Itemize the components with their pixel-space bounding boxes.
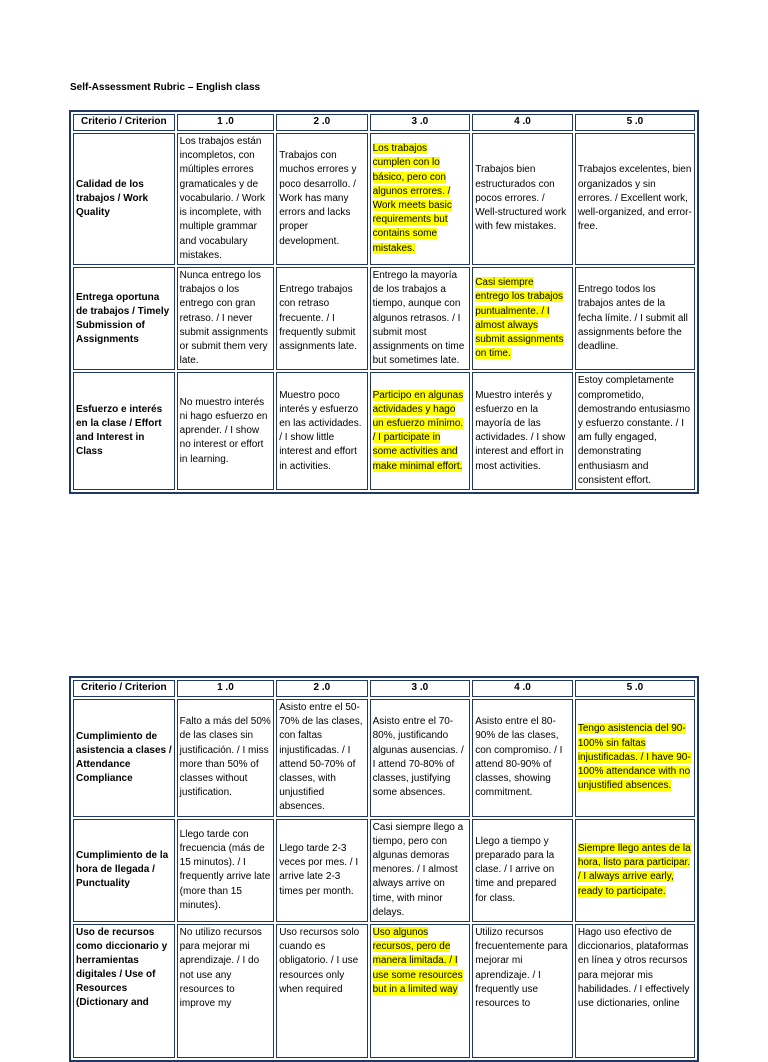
criterion-label: Cumplimiento de asistencia a clases / Attendance Compliance	[76, 730, 172, 784]
descriptor-cell	[575, 133, 695, 265]
header-score-2: 2 .0	[276, 114, 367, 131]
descriptor-text: No muestro interés ni hago esfuerzo en aprender. / I show no interest or effort in learning.	[179, 396, 268, 465]
descriptor-cell	[177, 267, 275, 370]
header-criterion: Criterio / Criterion	[73, 680, 175, 697]
descriptor-cell	[575, 267, 695, 370]
descriptor-cell	[575, 924, 695, 1058]
descriptor-cell	[472, 819, 573, 922]
descriptor-text: Hago uso efectivo de diccionarios, plataformas en línea y otros recursos para mejorar mis habilidades. / I effectively use dictionaries, online	[577, 927, 690, 1010]
descriptor-cell	[472, 924, 573, 1058]
highlighted-descriptor-text: Casi siempre entrego los trabajos puntualmente. / I almost always submit assignments on time.	[475, 277, 564, 360]
descriptor-cell-selected	[575, 699, 695, 817]
header-score-2: 2 .0	[276, 680, 367, 697]
criterion-label: Calidad de los trabajos / Work Quality	[76, 179, 149, 218]
highlighted-descriptor-text: Siempre llego antes de la hora, listo para participar. / I always arrive early, ready to participate.	[577, 842, 691, 897]
descriptor-text: Llego tarde con frecuencia (más de 15 minutos). / I frequently arrive late (more than 15 minutes).	[179, 828, 271, 911]
descriptor-cell-selected	[472, 267, 573, 370]
descriptor-cell	[472, 699, 573, 817]
criterion-cell	[73, 819, 175, 922]
criterion-label: Esfuerzo e interés en la clase / Effort and Interest in Class	[76, 404, 163, 458]
descriptor-cell-selected	[370, 372, 471, 490]
rubric-table-2	[69, 676, 699, 1062]
criterion-cell	[73, 133, 175, 265]
descriptor-text: Trabajos bien estructurados con pocos errores. / Well-structured work with few mistakes.	[475, 164, 567, 233]
descriptor-text: No utilizo recursos para mejorar mi aprendizaje. / I do not use any resources to improve my	[179, 927, 262, 1010]
criterion-cell	[73, 267, 175, 370]
descriptor-cell	[177, 819, 275, 922]
criterion-label: Entrega oportuna de trabajos / Timely Submission of Assignments	[76, 291, 170, 345]
header-score-5: 5 .0	[575, 680, 695, 697]
descriptor-text: Entrego la mayoría de los trabajos a tiempo, aunque con algunos retrasos. / I submit most assignments on time but sometimes late.	[372, 270, 465, 367]
header-criterion: Criterio / Criterion	[73, 114, 175, 131]
table-row	[73, 819, 695, 922]
criterion-label: Uso de recursos como diccionario y herramientas digitales / Use of Resources (Dictionary and	[76, 927, 168, 1009]
descriptor-text: Trabajos con muchos errores y poco desarrollo. / Work has many errors and lacks proper development.	[279, 150, 357, 247]
header-score-5: 5 .0	[575, 114, 695, 131]
descriptor-cell	[276, 819, 367, 922]
criterion-label: Cumplimiento de la hora de llegada / Punctuality	[76, 850, 169, 890]
descriptor-cell	[276, 372, 367, 490]
descriptor-cell	[276, 924, 367, 1058]
table-row	[73, 267, 695, 370]
descriptor-text: Muestro interés y esfuerzo en la mayoría de las actividades. / I show interest and effort in most activities.	[475, 389, 566, 472]
descriptor-cell	[177, 699, 275, 817]
descriptor-text: Estoy completamente comprometido, demostrando entusiasmo y esfuerzo constante. / I am fully engaged, demonstrating enthusiasm and consistent effort.	[577, 375, 691, 486]
descriptor-text: Asisto entre el 70-80%, justificando algunas ausencias. / I attend 70-80% of classes, justifying some absences.	[372, 716, 464, 799]
descriptor-cell-selected	[575, 819, 695, 922]
descriptor-cell	[276, 133, 367, 265]
highlighted-descriptor-text: Uso algunos recursos, pero de manera limitada. / I use some resources but in a limited way	[372, 927, 463, 995]
table-row	[73, 133, 695, 265]
criterion-cell	[73, 699, 175, 817]
descriptor-text: Utilizo recursos frecuentemente para mejorar mi aprendizaje. / I frequently use resources to	[475, 927, 568, 1010]
descriptor-text: Falto a más del 50% de las clases sin justificación. / I miss more than 50% of classes without justification.	[179, 716, 271, 799]
header-score-1: 1 .0	[177, 680, 275, 697]
highlighted-descriptor-text: Participo en algunas actividades y hago un esfuerzo mínimo. / I participate in some activities and make minimal effort.	[372, 389, 464, 472]
descriptor-text: Entrego trabajos con retraso frecuente. / I frequently submit assignments late.	[279, 284, 358, 353]
descriptor-cell	[177, 924, 275, 1058]
descriptor-text: Asisto entre el 50-70% de las clases, con faltas injustificadas. / I attend 50-70% of classes, with unjustified absences.	[279, 702, 363, 813]
descriptor-cell-selected	[370, 133, 471, 265]
descriptor-cell	[177, 133, 275, 265]
descriptor-text: Llego tarde 2-3 veces por mes. / I arrive late 2-3 times per month.	[279, 842, 359, 897]
descriptor-cell	[575, 372, 695, 490]
descriptor-cell	[370, 819, 471, 922]
descriptor-text: Uso recursos solo cuando es obligatorio. / I use resources only when required	[279, 927, 360, 995]
descriptor-cell	[472, 372, 573, 490]
descriptor-cell-selected	[370, 924, 471, 1058]
criterion-cell	[73, 372, 175, 490]
descriptor-text: Casi siempre llego a tiempo, pero con algunas demoras menores. / I almost always arrive on time, with minor delays.	[372, 821, 464, 918]
descriptor-text: Nunca entrego los trabajos o los entrego con gran retraso. / I never submit assignments or submit them very late.	[179, 270, 269, 367]
descriptor-text: Los trabajos están incompletos, con múltiples errores gramaticales y de vocabulario. / Work is incomplete, with multiple grammar and vocabulary mistakes.	[179, 136, 266, 261]
descriptor-cell	[177, 372, 275, 490]
descriptor-text: Llego a tiempo y preparado para la clase. / I arrive on time and prepared for class.	[475, 835, 557, 904]
header-score-3: 3 .0	[370, 114, 471, 131]
header-row	[73, 680, 695, 697]
header-score-4: 4 .0	[472, 114, 573, 131]
descriptor-cell	[370, 267, 471, 370]
header-score-3: 3 .0	[370, 680, 471, 697]
header-row	[73, 114, 695, 131]
header-score-1: 1 .0	[177, 114, 275, 131]
table-row	[73, 924, 695, 1058]
rubric-table-1	[69, 110, 699, 494]
descriptor-text: Entrego todos los trabajos antes de la fecha límite. / I submit all assignments before the deadline.	[577, 284, 688, 353]
descriptor-cell	[370, 699, 471, 817]
document-title: Self-Assessment Rubric – English class	[70, 82, 261, 93]
descriptor-text: Muestro poco interés y esfuerzo en las actividades. / I show little interest and effort in activities.	[279, 389, 362, 472]
table-row	[73, 372, 695, 490]
descriptor-text: Asisto entre el 80-90% de las clases, con compromiso. / I attend 80-90% of classes, showing commitment.	[475, 716, 563, 799]
descriptor-text: Trabajos excelentes, bien organizados y sin errores. / Excellent work, well-organized, and error-free.	[577, 164, 692, 233]
descriptor-cell	[276, 267, 367, 370]
descriptor-cell	[472, 133, 573, 265]
table-row	[73, 699, 695, 817]
highlighted-descriptor-text: Tengo asistencia del 90-100% sin faltas injustificadas. / I have 90-100% attendance with no unjustified absences.	[577, 723, 691, 792]
descriptor-cell	[276, 699, 367, 817]
highlighted-descriptor-text: Los trabajos cumplen con lo básico, pero con algunos errores. / Work meets basic requirements but contains some mistakes.	[372, 143, 452, 254]
header-score-4: 4 .0	[472, 680, 573, 697]
criterion-cell	[73, 924, 175, 1058]
